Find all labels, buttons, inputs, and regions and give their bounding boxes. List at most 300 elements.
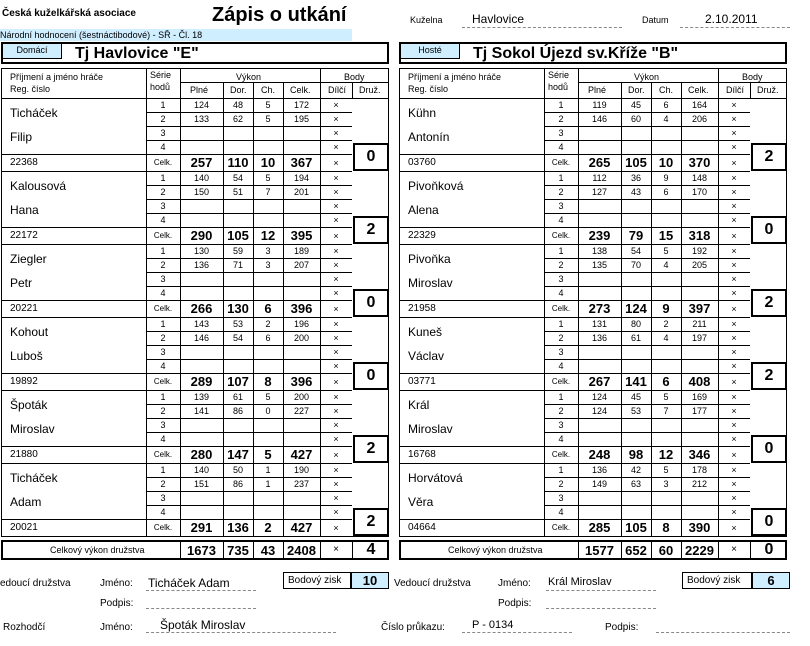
home-player-5-row1-dor: 61 [232, 392, 243, 402]
away-player-4-row2-celk: 197 [691, 333, 708, 343]
away-player-5-points: 0 [751, 435, 787, 463]
away-player-2-dilci-3: × [731, 201, 737, 211]
home-player-6-dilci-2: × [333, 479, 339, 489]
home-player-6-series-2: 2 [160, 479, 166, 489]
home-player-1-row1-ch: 5 [265, 100, 271, 110]
home-player-6-dilci-3: × [333, 493, 339, 503]
home-player-4-row2-dor: 54 [232, 333, 243, 343]
home-player-6-first: Adam [10, 495, 42, 509]
away-player-3-total-ch: 9 [662, 301, 670, 316]
home-leader-label: edoucí družstva [0, 578, 71, 589]
away-player-6-row1-celk: 178 [691, 465, 708, 475]
home-player-4-series-3: 3 [160, 347, 166, 357]
away-player-2-total-dor: 79 [628, 228, 644, 243]
home-player-5-surname: Špoták [10, 398, 48, 412]
away-player-3-row2-ch: 4 [663, 260, 669, 270]
home-col-vykon: Výkon [236, 72, 262, 82]
away-player-5-dilci-2: × [731, 406, 737, 416]
home-player-6-dilci-4: × [333, 507, 339, 517]
home-player-1-dilci-2: × [333, 114, 339, 124]
home-player-6-total-celk: 427 [290, 520, 313, 535]
away-player-4-first: Václav [408, 349, 445, 363]
away-player-6-series-4: 4 [558, 507, 564, 517]
home-player-6-row2-dor: 86 [232, 479, 243, 489]
away-player-2-row1-plne: 112 [592, 173, 607, 183]
home-player-1-dilci-1: × [333, 100, 339, 110]
home-player-4-row1-plne: 143 [193, 319, 210, 329]
away-player-4-dilci-3: × [731, 347, 737, 357]
away-player-1-row2-celk: 206 [691, 114, 708, 124]
rating-subtitle: Národní hodnocení (šestnáctibodové) - SŘ - Čl. 18 [0, 29, 352, 41]
away-player-4-dilci-total: × [731, 377, 737, 387]
away-player-6-row1-plne: 136 [591, 465, 608, 475]
home-player-2-reg: 22172 [10, 230, 38, 241]
away-team-total-label: Celkový výkon družstva [448, 545, 543, 555]
home-player-3-dilci-4: × [333, 288, 339, 298]
away-player-3-series-3: 3 [558, 274, 564, 284]
referee-sign-label: Podpis: [605, 622, 639, 633]
home-player-1-total-plne: 257 [190, 155, 213, 170]
away-player-2-dilci-1: × [731, 173, 737, 183]
home-player-1-series-1: 1 [160, 100, 166, 110]
home-player-5-total-dor: 147 [227, 447, 249, 462]
home-player-2-dilci-2: × [333, 187, 339, 197]
away-player-6-row2-ch: 3 [663, 479, 669, 489]
home-bodovy-zisk-value: 10 [351, 572, 389, 589]
away-player-2-row1-dor: 36 [630, 173, 641, 183]
away-player-2-surname: Pivoňková [408, 179, 464, 193]
away-player-3-points: 2 [751, 289, 787, 317]
away-player-4-surname: Kuneš [408, 325, 443, 339]
away-player-3-reg: 21958 [408, 303, 436, 314]
away-player-6-first: Věra [408, 495, 434, 509]
home-player-3-dilci-total: × [333, 304, 339, 314]
home-player-1-row2-ch: 5 [265, 114, 271, 124]
away-player-4-celk-label: Celk. [551, 377, 571, 386]
away-player-1-row2-plne: 146 [591, 114, 608, 124]
away-player-3-surname: Pivoňka [408, 252, 451, 266]
home-player-2-row1-ch: 5 [265, 173, 271, 183]
away-sign-label: Podpis: [498, 598, 532, 609]
home-player-6-row2-ch: 1 [265, 479, 271, 489]
away-player-6-celk-label: Celk. [551, 523, 571, 532]
away-player-4-series-2: 2 [558, 333, 564, 343]
home-player-5-dilci-1: × [333, 392, 339, 402]
away-team-total-x: × [731, 544, 737, 555]
home-player-6-row1-ch: 1 [265, 465, 271, 475]
away-player-4-row1-plne: 131 [591, 319, 608, 329]
home-player-3-total-celk: 396 [290, 301, 313, 316]
home-team-name: Tj Havlovice "E" [75, 45, 199, 62]
home-player-5-total-ch: 5 [264, 447, 272, 462]
home-player-6-surname: Ticháček [10, 471, 58, 485]
away-player-4-row1-dor: 80 [630, 319, 641, 329]
away-player-2-dilci-4: × [731, 215, 737, 225]
away-team-total-ch: 60 [658, 543, 674, 558]
away-player-1-first: Antonín [408, 130, 450, 144]
away-player-5-row2-ch: 7 [663, 406, 669, 416]
card-number: P - 0134 [472, 619, 514, 631]
home-team-total-celk: 2408 [287, 543, 316, 558]
home-col-ch: Ch. [261, 85, 276, 95]
home-player-5-row2-dor: 86 [232, 406, 243, 416]
home-player-5-reg: 21880 [10, 449, 38, 460]
away-player-6-total-plne: 285 [588, 520, 611, 535]
away-player-5-series-4: 4 [558, 434, 564, 444]
home-player-4-total-plne: 289 [190, 374, 213, 389]
away-player-2-first: Alena [408, 203, 439, 217]
home-col-reg: Reg. číslo [10, 84, 51, 94]
away-player-1-row1-dor: 45 [630, 100, 641, 110]
away-team-total-dor: 652 [625, 543, 647, 558]
away-player-1-dilci-2: × [731, 114, 737, 124]
home-player-2-first: Hana [10, 203, 39, 217]
home-player-3-points: 0 [353, 289, 389, 317]
away-player-1-row1-ch: 6 [663, 100, 669, 110]
home-player-3-series-2: 2 [160, 260, 166, 270]
away-bodovy-zisk-label: Bodový zisk [687, 575, 741, 586]
home-player-5-series-4: 4 [160, 434, 166, 444]
home-player-2-series-4: 4 [160, 215, 166, 225]
home-player-4-dilci-4: × [333, 361, 339, 371]
home-player-1-row2-plne: 133 [193, 114, 210, 124]
home-player-2-row1-plne: 140 [193, 173, 210, 183]
home-player-4-row2-celk: 200 [293, 333, 310, 343]
home-player-6-dilci-total: × [333, 523, 339, 533]
away-player-2-points: 0 [751, 216, 787, 244]
away-player-3-row1-plne: 138 [591, 246, 608, 256]
home-player-6-total-plne: 291 [190, 520, 213, 535]
away-player-5-total-plne: 248 [588, 447, 611, 462]
venue-value: Havlovice [472, 12, 525, 26]
home-col-druz: Druž. [359, 85, 381, 95]
away-player-3-dilci-2: × [731, 260, 737, 270]
away-player-4-dilci-2: × [731, 333, 737, 343]
home-player-4-dilci-2: × [333, 333, 339, 343]
away-player-5-row2-dor: 53 [630, 406, 641, 416]
away-player-1-total-celk: 370 [688, 155, 711, 170]
home-player-4-points: 0 [353, 362, 389, 390]
away-player-3-row2-dor: 70 [630, 260, 641, 270]
home-player-4-series-1: 1 [160, 319, 166, 329]
away-bodovy-zisk-value: 6 [752, 572, 790, 589]
away-player-5-row2-plne: 124 [591, 406, 608, 416]
home-player-4-row2-ch: 6 [265, 333, 271, 343]
away-player-3-dilci-1: × [731, 246, 737, 256]
away-player-2-celk-label: Celk. [551, 231, 571, 240]
home-player-2-row2-celk: 201 [293, 187, 310, 197]
away-player-3-celk-label: Celk. [551, 304, 571, 313]
home-player-2-row2-plne: 150 [193, 187, 210, 197]
away-player-1-surname: Kühn [408, 106, 437, 120]
home-col-body: Body [344, 72, 365, 82]
home-team-total-plne: 1673 [187, 543, 216, 558]
home-player-2-points: 2 [353, 216, 389, 244]
home-player-6-series-4: 4 [160, 507, 166, 517]
away-col-name: Příjmení a jméno hráče [408, 72, 502, 82]
away-col-celk: Celk. [688, 85, 709, 95]
away-player-2-row2-celk: 170 [691, 187, 708, 197]
home-player-3-series-4: 4 [160, 288, 166, 298]
away-player-2-total-ch: 15 [658, 228, 674, 243]
home-player-6-row1-dor: 50 [232, 465, 243, 475]
home-player-1-celk-label: Celk. [153, 158, 173, 167]
away-player-2-row2-plne: 127 [591, 187, 608, 197]
away-player-1-series-1: 1 [558, 100, 564, 110]
date-label: Datum [642, 15, 669, 25]
home-player-2-total-ch: 12 [260, 228, 276, 243]
home-col-dor: Dor. [230, 85, 247, 95]
away-player-6-surname: Horvátová [408, 471, 463, 485]
home-player-3-surname: Ziegler [10, 252, 47, 266]
away-player-4-total-dor: 141 [625, 374, 647, 389]
away-player-6-dilci-4: × [731, 507, 737, 517]
away-bodovy-zisk-label-box [682, 572, 752, 589]
away-player-3-total-dor: 124 [625, 301, 647, 316]
away-col-vykon: Výkon [634, 72, 660, 82]
home-player-5-total-plne: 280 [190, 447, 213, 462]
home-player-6-row2-plne: 151 [193, 479, 210, 489]
home-player-3-row1-plne: 130 [193, 246, 210, 256]
home-player-4-total-dor: 107 [227, 374, 249, 389]
home-player-3-total-dor: 130 [227, 301, 249, 316]
away-player-6-total-ch: 8 [662, 520, 670, 535]
referee-label: Rozhodčí [3, 622, 46, 633]
away-player-6-dilci-total: × [731, 523, 737, 533]
away-player-6-reg: 04664 [408, 522, 436, 533]
away-player-3-row1-dor: 54 [630, 246, 641, 256]
home-name-label: Jméno: [100, 578, 133, 589]
home-player-2-total-plne: 290 [190, 228, 213, 243]
home-player-6-celk-label: Celk. [153, 523, 173, 532]
home-team-header [1, 42, 389, 64]
away-player-1-dilci-1: × [731, 100, 737, 110]
away-player-5-reg: 16768 [408, 449, 436, 460]
home-player-5-dilci-2: × [333, 406, 339, 416]
away-player-4-series-3: 3 [558, 347, 564, 357]
home-player-4-row2-plne: 146 [193, 333, 210, 343]
home-player-6-reg: 20021 [10, 522, 38, 533]
home-player-3-dilci-3: × [333, 274, 339, 284]
home-player-6-series-1: 1 [160, 465, 166, 475]
home-player-5-series-2: 2 [160, 406, 166, 416]
home-player-1-series-2: 2 [160, 114, 166, 124]
away-player-3-dilci-total: × [731, 304, 737, 314]
home-player-5-celk-label: Celk. [153, 450, 173, 459]
away-player-2-total-celk: 318 [688, 228, 711, 243]
home-player-6-row2-celk: 237 [293, 479, 310, 489]
away-player-5-dilci-4: × [731, 434, 737, 444]
home-player-2-dilci-total: × [333, 231, 339, 241]
away-player-6-points: 0 [751, 508, 787, 536]
away-player-1-reg: 03760 [408, 157, 436, 168]
home-col-plne: Plné [190, 85, 209, 95]
home-player-6-points: 2 [353, 508, 389, 536]
home-player-1-total-celk: 367 [290, 155, 313, 170]
home-player-2-dilci-1: × [333, 173, 339, 183]
home-player-2-series-3: 3 [160, 201, 166, 211]
away-player-2-series-4: 4 [558, 215, 564, 225]
away-player-5-surname: Král [408, 398, 430, 412]
away-player-1-dilci-4: × [731, 142, 737, 152]
home-player-1-total-dor: 110 [227, 155, 249, 170]
home-player-1-first: Filip [10, 130, 33, 144]
away-player-6-series-2: 2 [558, 479, 564, 489]
home-player-4-total-ch: 8 [264, 374, 272, 389]
away-player-6-row2-plne: 149 [591, 479, 608, 489]
home-player-5-points: 2 [353, 435, 389, 463]
away-player-2-row1-ch: 9 [663, 173, 669, 183]
away-player-5-dilci-1: × [731, 392, 737, 402]
away-player-3-row1-ch: 5 [663, 246, 669, 256]
away-player-5-row1-dor: 45 [630, 392, 641, 402]
home-player-3-first: Petr [10, 276, 33, 290]
away-player-6-row1-dor: 42 [630, 465, 641, 475]
away-player-1-series-2: 2 [558, 114, 564, 124]
home-player-4-dilci-1: × [333, 319, 339, 329]
home-player-4-reg: 19892 [10, 376, 38, 387]
away-player-4-points: 2 [751, 362, 787, 390]
home-player-3-row1-ch: 3 [265, 246, 271, 256]
home-player-4-surname: Kohout [10, 325, 49, 339]
home-player-1-series-3: 3 [160, 128, 166, 138]
home-player-2-dilci-3: × [333, 201, 339, 211]
away-col-dilci: Dílčí [726, 85, 744, 95]
away-side-label: Hosté [401, 44, 460, 59]
home-player-1-points: 0 [353, 143, 389, 171]
home-player-3-total-plne: 266 [190, 301, 213, 316]
away-col-druz: Druž. [757, 85, 779, 95]
home-player-6-total-dor: 136 [227, 520, 249, 535]
home-player-2-total-dor: 105 [227, 228, 249, 243]
home-player-5-dilci-3: × [333, 420, 339, 430]
home-bodovy-zisk-label: Bodový zisk [288, 575, 342, 586]
home-player-6-dilci-1: × [333, 465, 339, 475]
home-team-total-points: 4 [366, 541, 376, 558]
away-player-1-dilci-total: × [731, 158, 737, 168]
away-player-1-row2-ch: 4 [663, 114, 669, 124]
away-player-4-reg: 03771 [408, 376, 436, 387]
home-player-3-series-1: 1 [160, 246, 166, 256]
home-player-4-row1-ch: 2 [265, 319, 271, 329]
away-team-total-plne: 1577 [585, 543, 614, 558]
away-player-4-total-celk: 408 [688, 374, 711, 389]
away-player-5-total-dor: 98 [628, 447, 644, 462]
away-col-ch: Ch. [659, 85, 674, 95]
home-player-4-row1-celk: 196 [293, 319, 310, 329]
referee-name: Špoták Miroslav [160, 618, 246, 632]
away-player-3-row2-celk: 205 [691, 260, 708, 270]
away-player-6-row2-dor: 63 [630, 479, 641, 489]
away-player-4-series-1: 1 [558, 319, 564, 329]
home-player-1-dilci-total: × [333, 158, 339, 168]
away-player-3-total-plne: 273 [588, 301, 611, 316]
home-player-1-row1-celk: 172 [293, 100, 310, 110]
away-player-3-row2-plne: 135 [591, 260, 608, 270]
away-player-4-dilci-4: × [731, 361, 737, 371]
home-player-1-row1-plne: 124 [193, 100, 210, 110]
home-player-6-row1-plne: 140 [193, 465, 210, 475]
away-player-4-row2-ch: 4 [663, 333, 669, 343]
home-player-1-row2-celk: 195 [293, 114, 310, 124]
away-player-2-dilci-2: × [731, 187, 737, 197]
away-name-label: Jméno: [498, 578, 531, 589]
away-player-1-total-plne: 265 [588, 155, 611, 170]
away-team-total-celk: 2229 [685, 543, 714, 558]
away-col-series1: Série [548, 70, 570, 80]
home-player-3-row1-dor: 59 [232, 246, 243, 256]
home-player-2-row2-ch: 7 [265, 187, 271, 197]
away-player-4-total-ch: 6 [662, 374, 670, 389]
away-player-1-total-dor: 105 [625, 155, 647, 170]
home-player-2-celk-label: Celk. [153, 231, 173, 240]
home-player-4-first: Luboš [10, 349, 43, 363]
page-title: Zápis o utkání [212, 4, 347, 26]
away-player-5-celk-label: Celk. [551, 450, 571, 459]
away-player-2-total-plne: 239 [588, 228, 611, 243]
home-player-5-row1-ch: 5 [265, 392, 271, 402]
home-player-5-row1-plne: 139 [193, 392, 210, 402]
referee-name-label: Jméno: [100, 622, 133, 633]
away-player-5-row1-celk: 169 [691, 392, 708, 402]
away-col-dor: Dor. [628, 85, 645, 95]
away-player-3-series-1: 1 [558, 246, 564, 256]
away-leader-name: Král Miroslav [548, 576, 612, 588]
away-player-4-dilci-1: × [731, 319, 737, 329]
away-player-3-row1-celk: 192 [691, 246, 708, 256]
home-player-5-row2-ch: 0 [265, 406, 271, 416]
home-player-3-row2-dor: 71 [232, 260, 243, 270]
away-col-plne: Plné [588, 85, 607, 95]
home-col-celk: Celk. [290, 85, 311, 95]
date-value: 2.10.2011 [705, 12, 758, 26]
away-player-3-dilci-4: × [731, 288, 737, 298]
home-team-total-ch: 43 [260, 543, 276, 558]
away-player-5-series-2: 2 [558, 406, 564, 416]
home-team-total-label: Celkový výkon družstva [50, 545, 145, 555]
away-player-5-dilci-total: × [731, 450, 737, 460]
home-leader-name: Ticháček Adam [148, 576, 230, 590]
home-col-series2: hodů [150, 82, 171, 92]
away-player-3-series-4: 4 [558, 288, 564, 298]
away-player-6-series-3: 3 [558, 493, 564, 503]
away-player-1-points: 2 [751, 143, 787, 171]
home-player-3-reg: 20221 [10, 303, 38, 314]
home-player-2-series-1: 1 [160, 173, 166, 183]
home-player-1-total-ch: 10 [260, 155, 276, 170]
away-player-1-dilci-3: × [731, 128, 737, 138]
home-player-2-row1-dor: 54 [232, 173, 243, 183]
org-name: Česká kuželkářská asociace [2, 8, 136, 19]
away-player-2-row1-celk: 148 [691, 173, 708, 183]
away-team-total-points: 0 [764, 541, 774, 558]
away-player-4-row2-dor: 61 [630, 333, 641, 343]
home-player-5-dilci-4: × [333, 434, 339, 444]
away-player-6-total-celk: 390 [688, 520, 711, 535]
home-player-3-row2-ch: 3 [265, 260, 271, 270]
away-player-1-row1-plne: 119 [592, 100, 607, 110]
away-player-6-row1-ch: 5 [663, 465, 669, 475]
home-player-1-dilci-4: × [333, 142, 339, 152]
away-player-3-total-celk: 397 [688, 301, 711, 316]
home-player-6-total-ch: 2 [264, 520, 272, 535]
home-col-dilci: Dílčí [328, 85, 346, 95]
home-player-2-row1-celk: 194 [293, 173, 310, 183]
home-player-1-series-4: 4 [160, 142, 166, 152]
home-player-3-dilci-1: × [333, 246, 339, 256]
away-player-2-reg: 22329 [408, 230, 436, 241]
away-player-1-series-3: 3 [558, 128, 564, 138]
